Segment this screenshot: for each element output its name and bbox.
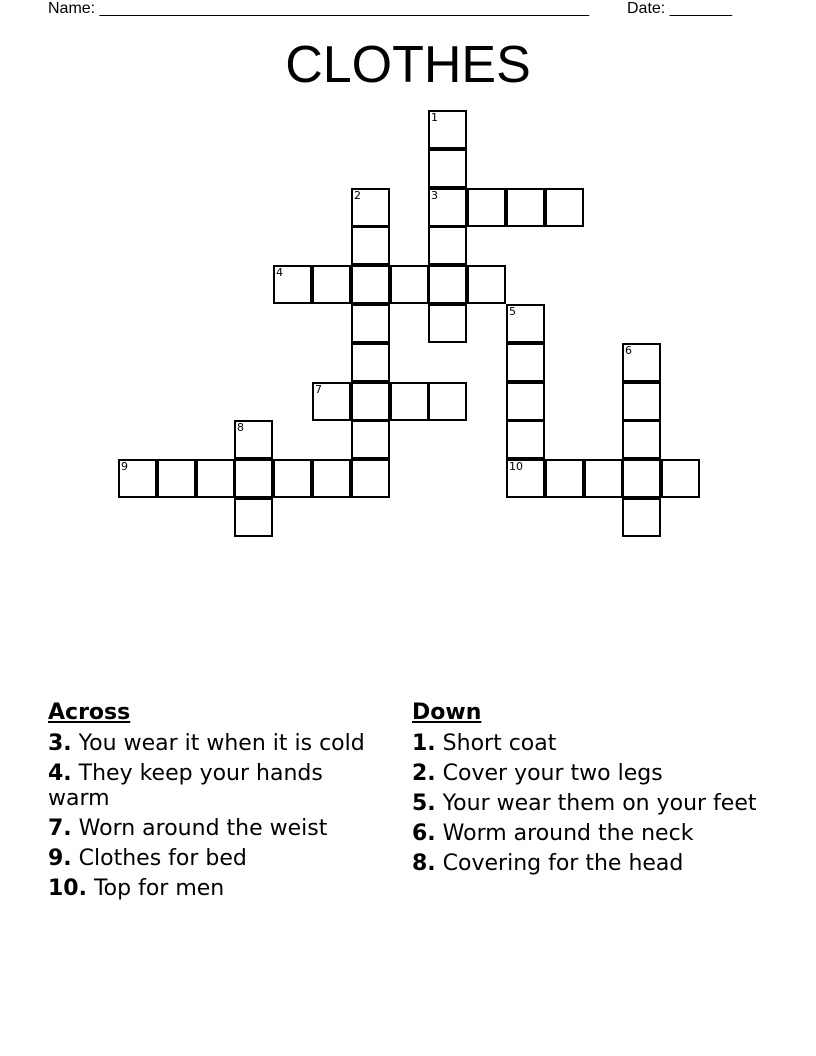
clue-text: Worn around the weist bbox=[71, 816, 328, 841]
cell-number: 7 bbox=[315, 383, 322, 396]
crossword-cell[interactable] bbox=[351, 188, 390, 227]
across-clue bbox=[48, 816, 388, 841]
crossword-cell[interactable] bbox=[545, 459, 584, 498]
down-clue bbox=[412, 761, 762, 786]
down-clue bbox=[412, 731, 762, 756]
clue-text: Short coat bbox=[435, 731, 557, 756]
clue-text: Covering for the head bbox=[435, 851, 684, 876]
crossword-cell[interactable] bbox=[622, 382, 661, 421]
crossword-cell[interactable] bbox=[545, 188, 584, 227]
crossword-cell[interactable] bbox=[622, 343, 661, 382]
crossword-cell[interactable] bbox=[428, 188, 467, 227]
clue-number: 4. bbox=[48, 761, 72, 786]
date-field-label: Date: _______ bbox=[627, 0, 732, 17]
down-clue bbox=[412, 791, 762, 816]
crossword-cell[interactable] bbox=[506, 304, 545, 343]
crossword-cell[interactable] bbox=[428, 149, 467, 188]
cell-number: 5 bbox=[509, 305, 516, 318]
clue-text: Worm around the neck bbox=[435, 821, 694, 846]
crossword-cell[interactable] bbox=[351, 304, 390, 343]
crossword-cell[interactable] bbox=[273, 265, 312, 304]
crossword-cell[interactable] bbox=[351, 420, 390, 459]
crossword-cell[interactable] bbox=[622, 498, 661, 537]
crossword-cell[interactable] bbox=[273, 459, 312, 498]
crossword-cell[interactable] bbox=[428, 304, 467, 343]
crossword-cell[interactable] bbox=[467, 188, 506, 227]
cell-number: 8 bbox=[237, 421, 244, 434]
crossword-cell[interactable] bbox=[390, 382, 429, 421]
crossword-cell[interactable] bbox=[428, 226, 467, 265]
clue-number: 2. bbox=[412, 761, 436, 786]
cell-number: 4 bbox=[276, 266, 283, 279]
crossword-cell[interactable] bbox=[234, 498, 273, 537]
clue-number: 9. bbox=[48, 846, 72, 871]
crossword-cell[interactable] bbox=[234, 459, 273, 498]
crossword-cell[interactable] bbox=[661, 459, 700, 498]
crossword-cell[interactable] bbox=[622, 459, 661, 498]
clue-text: Clothes for bed bbox=[71, 846, 247, 871]
across-clue bbox=[48, 731, 388, 756]
clue-text: They keep your hands warm bbox=[48, 761, 323, 811]
down-clue bbox=[412, 851, 762, 876]
clue-text: Your wear them on your feet bbox=[435, 791, 757, 816]
clue-number: 3. bbox=[48, 731, 72, 756]
across-clues bbox=[48, 700, 388, 906]
down-clue bbox=[412, 821, 762, 846]
clue-number: 10. bbox=[48, 876, 87, 901]
crossword-cell[interactable] bbox=[157, 459, 196, 498]
name-field-label: Name: _______________________________________________________ bbox=[48, 0, 589, 17]
crossword-cell[interactable] bbox=[312, 265, 351, 304]
cell-number: 10 bbox=[509, 460, 523, 473]
across-heading: Across bbox=[48, 700, 131, 725]
down-heading: Down bbox=[412, 700, 482, 725]
crossword-cell[interactable] bbox=[390, 265, 429, 304]
crossword-cell[interactable] bbox=[428, 110, 467, 149]
crossword-cell[interactable] bbox=[312, 382, 351, 421]
crossword-cell[interactable] bbox=[118, 459, 157, 498]
clue-number: 1. bbox=[412, 731, 436, 756]
crossword-cell[interactable] bbox=[506, 343, 545, 382]
crossword-cell[interactable] bbox=[351, 382, 390, 421]
cell-number: 3 bbox=[431, 189, 438, 202]
clue-text: Top for men bbox=[86, 876, 225, 901]
clue-number: 7. bbox=[48, 816, 72, 841]
across-clue bbox=[48, 876, 388, 901]
across-clue bbox=[48, 761, 388, 811]
crossword-cell[interactable] bbox=[351, 226, 390, 265]
down-clues bbox=[412, 700, 762, 881]
crossword-cell[interactable] bbox=[584, 459, 623, 498]
crossword-cell[interactable] bbox=[351, 343, 390, 382]
crossword-cell[interactable] bbox=[196, 459, 235, 498]
clue-number: 8. bbox=[412, 851, 436, 876]
crossword-cell[interactable] bbox=[428, 265, 467, 304]
cell-number: 6 bbox=[625, 344, 632, 357]
cell-number: 2 bbox=[354, 189, 361, 202]
clue-text: You wear it when it is cold bbox=[71, 731, 365, 756]
crossword-cell[interactable] bbox=[506, 188, 545, 227]
crossword-cell[interactable] bbox=[506, 382, 545, 421]
crossword-cell[interactable] bbox=[234, 420, 273, 459]
clue-number: 5. bbox=[412, 791, 436, 816]
crossword-cell[interactable] bbox=[312, 459, 351, 498]
crossword-cell[interactable] bbox=[622, 420, 661, 459]
crossword-cell[interactable] bbox=[506, 420, 545, 459]
cell-number: 9 bbox=[121, 460, 128, 473]
clue-text: Cover your two legs bbox=[435, 761, 663, 786]
cell-number: 1 bbox=[431, 111, 438, 124]
crossword-cell[interactable] bbox=[506, 459, 545, 498]
crossword-cell[interactable] bbox=[351, 459, 390, 498]
page-title: CLOTHES bbox=[285, 36, 531, 94]
crossword-cell[interactable] bbox=[351, 265, 390, 304]
across-clue bbox=[48, 846, 388, 871]
crossword-cell[interactable] bbox=[467, 265, 506, 304]
clue-number: 6. bbox=[412, 821, 436, 846]
crossword-cell[interactable] bbox=[428, 382, 467, 421]
